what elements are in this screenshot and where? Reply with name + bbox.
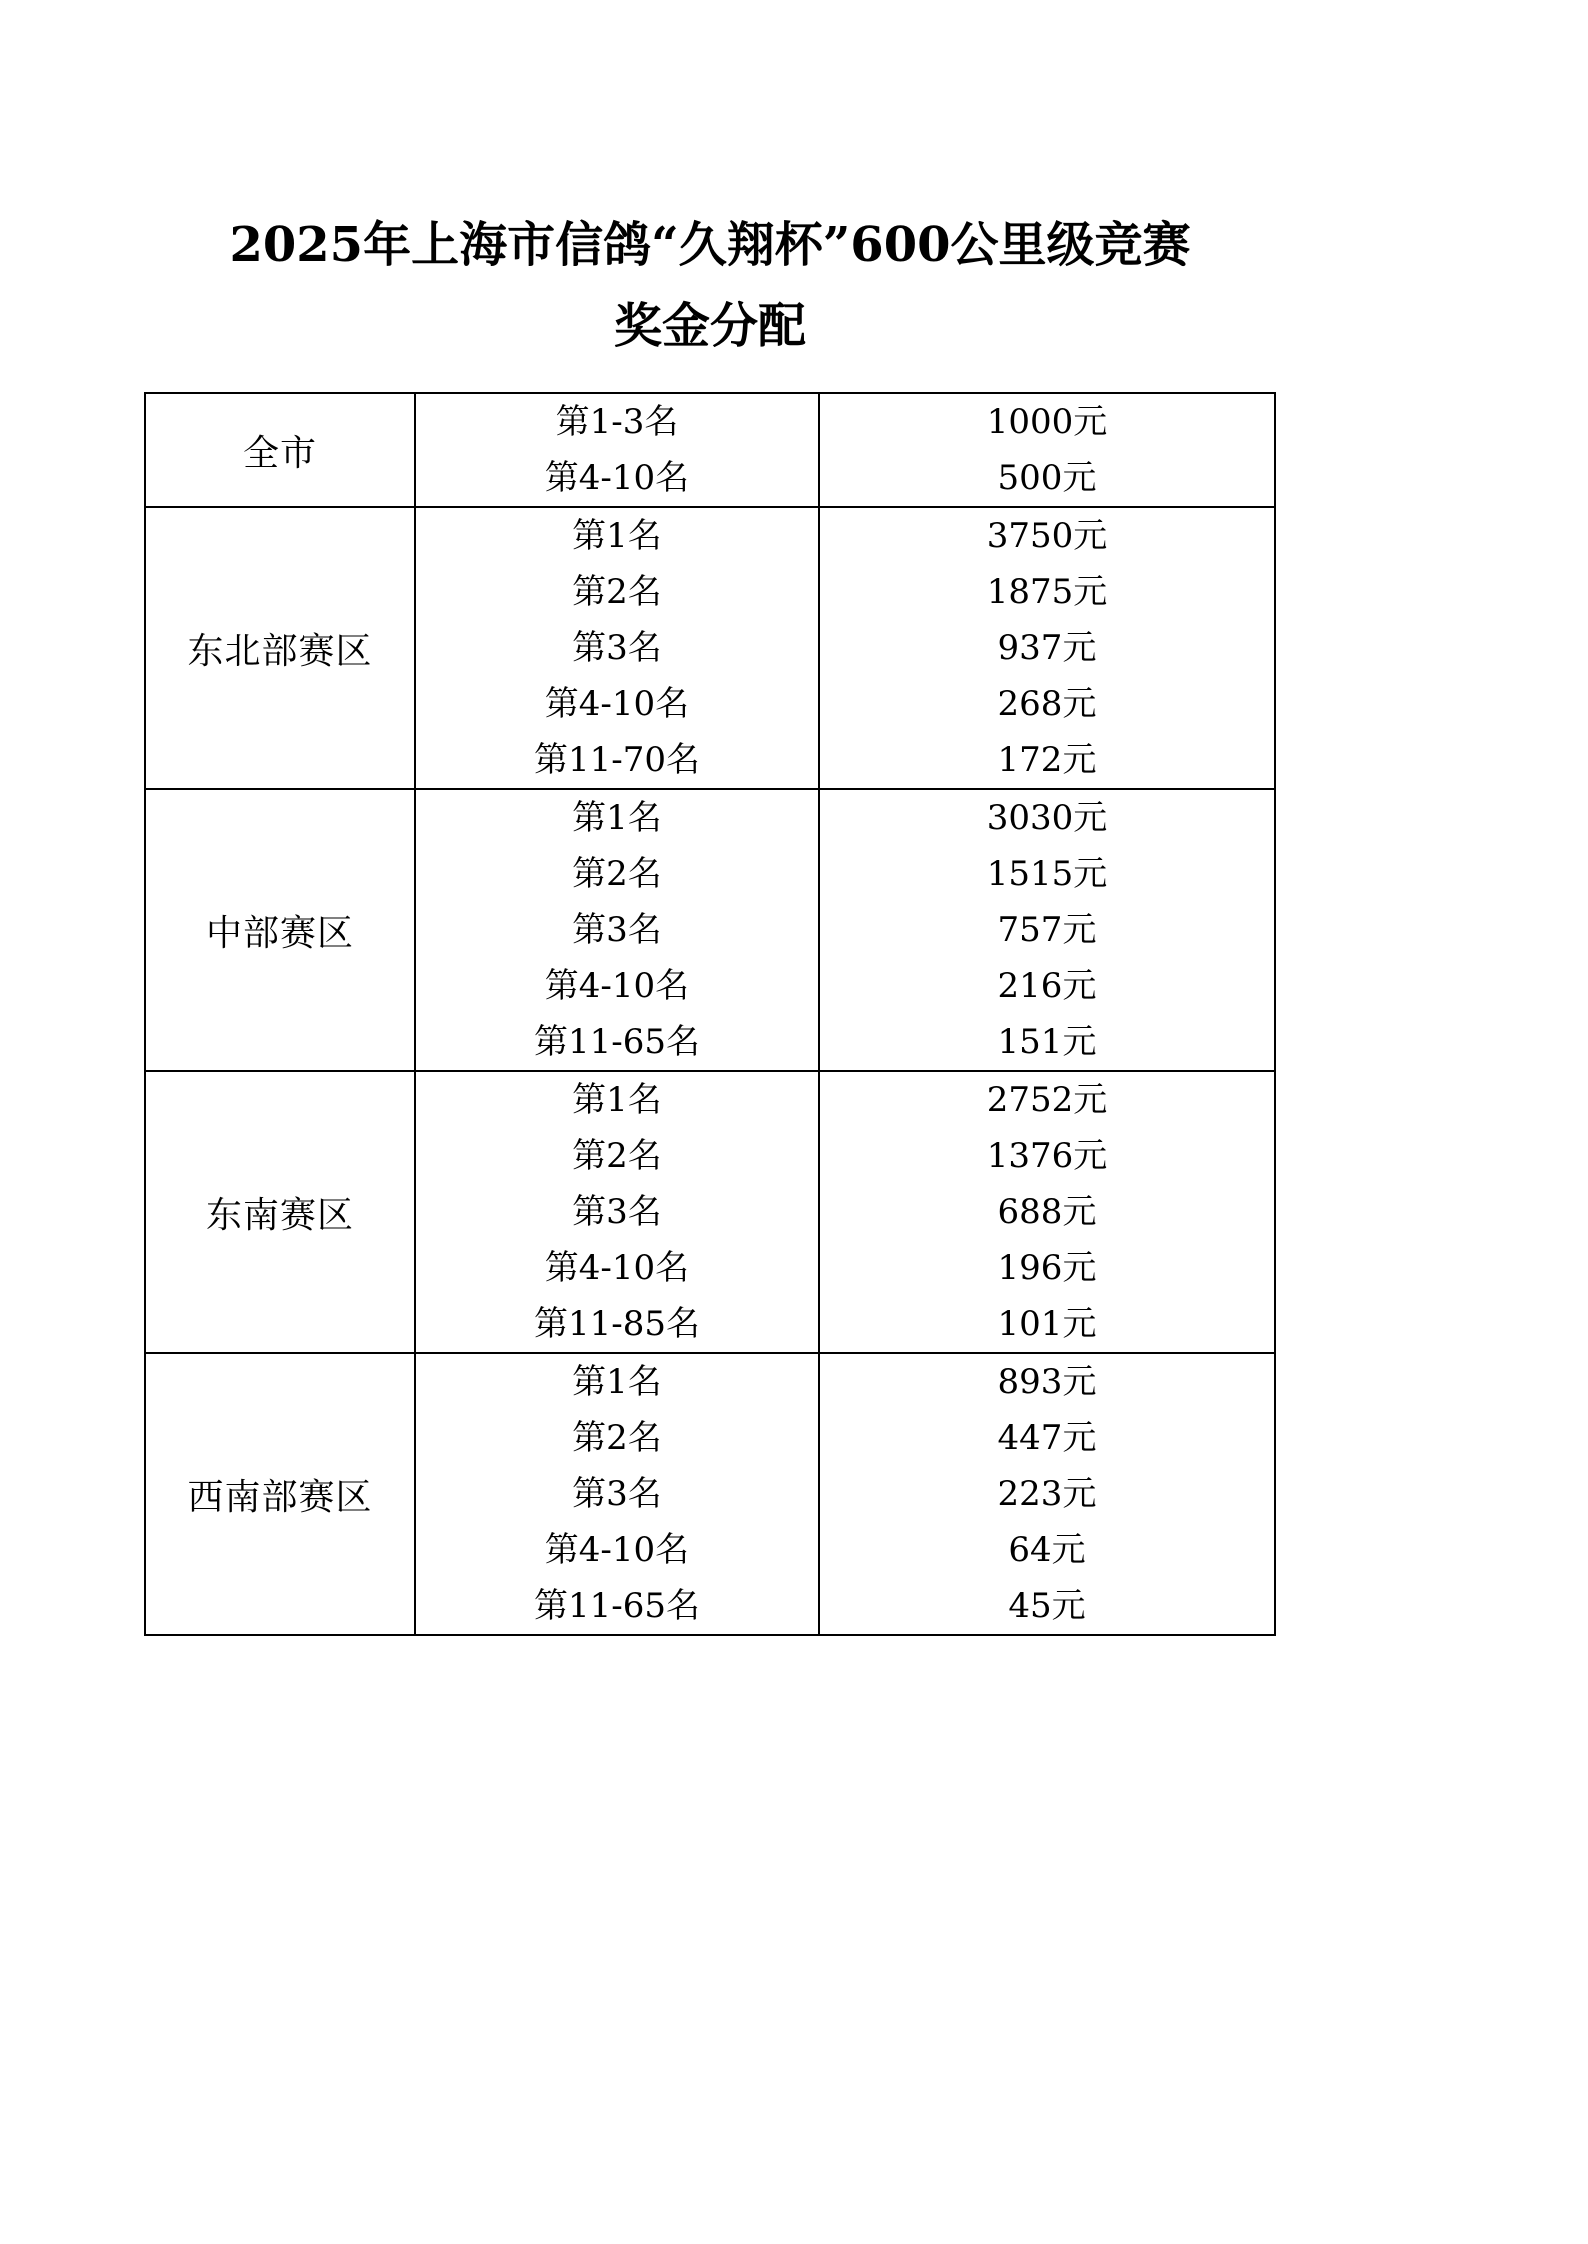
prize-amount: 688元	[997, 1192, 1097, 1232]
prize-amount: 500元	[997, 458, 1097, 498]
table-row	[145, 789, 1275, 1071]
rank-label: 第2名	[572, 854, 662, 894]
prize-amount: 3750元	[986, 516, 1108, 556]
region-name-central: 中部赛区	[145, 789, 415, 1071]
region-name-southeast: 东南赛区	[145, 1071, 415, 1353]
rank-label: 第11-70名	[533, 740, 700, 780]
prize-amount: 172元	[997, 740, 1097, 780]
page-title: 2025年上海市信鸽“久翔杯”600公里级竞赛	[229, 217, 1191, 273]
rank-label: 第3名	[572, 1474, 662, 1514]
prize-amount: 151元	[997, 1022, 1097, 1062]
rank-label: 第1-3名	[555, 402, 679, 442]
region-name-citywide: 全市	[145, 393, 415, 507]
region-name-northeast: 东北部赛区	[145, 507, 415, 789]
rank-label: 第2名	[572, 1418, 662, 1458]
prize-cell	[819, 393, 1275, 507]
rank-cell	[415, 507, 819, 789]
prize-cell	[819, 1353, 1275, 1635]
prize-amount: 101元	[997, 1304, 1097, 1344]
rank-label: 第4-10名	[544, 458, 690, 498]
prize-amount: 216元	[997, 966, 1097, 1006]
rank-label: 第1名	[572, 1362, 662, 1402]
rank-label: 第11-85名	[533, 1304, 700, 1344]
rank-cell	[415, 789, 819, 1071]
prize-amount: 1875元	[986, 572, 1108, 612]
rank-label: 第1名	[572, 798, 662, 838]
prize-amount: 447元	[997, 1418, 1097, 1458]
prize-amount: 2752元	[986, 1080, 1108, 1120]
table-row	[145, 393, 1275, 507]
rank-cell	[415, 1071, 819, 1353]
rank-label: 第4-10名	[544, 966, 690, 1006]
prize-amount: 45元	[1008, 1586, 1086, 1626]
rank-label: 第11-65名	[533, 1586, 700, 1626]
prize-amount: 3030元	[986, 798, 1108, 838]
prize-amount: 937元	[997, 628, 1097, 668]
table-row	[145, 507, 1275, 789]
prize-amount: 1376元	[986, 1136, 1108, 1176]
prize-amount: 1000元	[986, 402, 1108, 442]
rank-label: 第11-65名	[533, 1022, 700, 1062]
rank-label: 第4-10名	[544, 1530, 690, 1570]
rank-label: 第1名	[572, 516, 662, 556]
prize-distribution-table	[144, 392, 1276, 1636]
rank-label: 第1名	[572, 1080, 662, 1120]
prize-cell	[819, 507, 1275, 789]
prize-amount: 268元	[997, 684, 1097, 724]
rank-label: 第3名	[572, 1192, 662, 1232]
prize-cell	[819, 1071, 1275, 1353]
prize-amount: 893元	[997, 1362, 1097, 1402]
rank-label: 第2名	[572, 572, 662, 612]
page-subtitle: 奖金分配	[613, 298, 806, 354]
prize-amount: 64元	[1008, 1530, 1086, 1570]
rank-label: 第4-10名	[544, 684, 690, 724]
prize-cell	[819, 789, 1275, 1071]
prize-amount: 757元	[997, 910, 1097, 950]
region-name-southwest: 西南部赛区	[145, 1353, 415, 1635]
rank-label: 第3名	[572, 628, 662, 668]
prize-amount: 196元	[997, 1248, 1097, 1288]
rank-cell	[415, 1353, 819, 1635]
table-row	[145, 1071, 1275, 1353]
rank-cell	[415, 393, 819, 507]
prize-amount: 1515元	[986, 854, 1108, 894]
rank-label: 第4-10名	[544, 1248, 690, 1288]
rank-label: 第2名	[572, 1136, 662, 1176]
rank-label: 第3名	[572, 910, 662, 950]
prize-amount: 223元	[997, 1474, 1097, 1514]
table-row	[145, 1353, 1275, 1635]
